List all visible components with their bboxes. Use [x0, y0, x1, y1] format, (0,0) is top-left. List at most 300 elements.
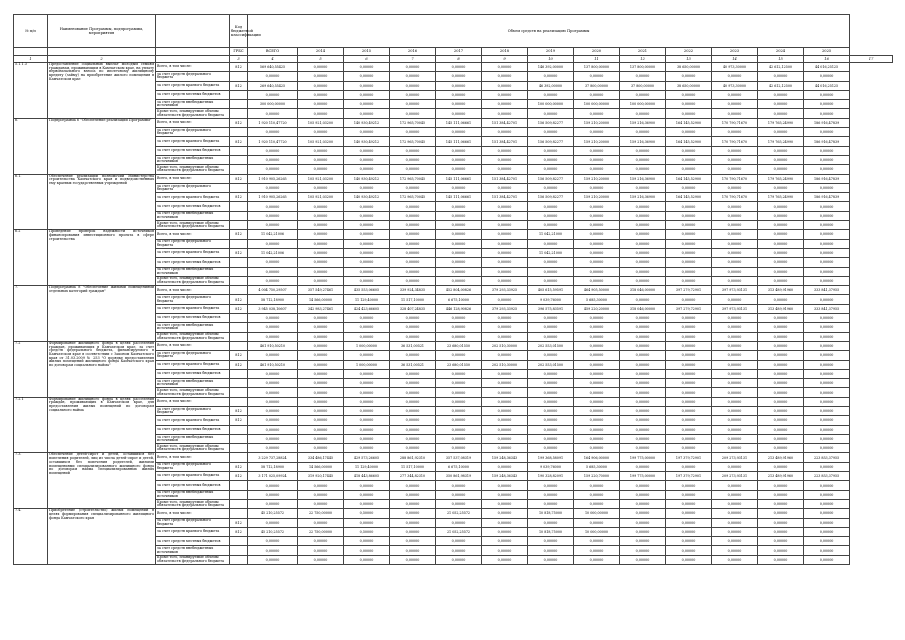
- header-blank: [14, 48, 48, 56]
- amount-cell: 0,00000: [482, 537, 528, 546]
- amount-cell: 0,00000: [528, 490, 574, 499]
- amount-cell: 0,00000: [666, 230, 712, 239]
- amount-cell: 0,00000: [666, 72, 712, 81]
- amount-cell: 0,00000: [390, 109, 436, 118]
- grbs-code: [230, 490, 248, 499]
- funding-source: за счет средств внебюджетных источников: [156, 379, 230, 388]
- amount-cell: 151 384,42701: [482, 193, 528, 202]
- amount-cell: 461 910,50210: [248, 360, 298, 369]
- amount-cell: 0,00000: [574, 90, 620, 99]
- amount-cell: 0,00000: [758, 499, 804, 508]
- amount-cell: 0,00000: [528, 323, 574, 332]
- amount-cell: 0,00000: [758, 341, 804, 350]
- amount-cell: 0,50000: [344, 509, 390, 518]
- amount-cell: 0,00000: [436, 81, 482, 90]
- amount-cell: 0,00000: [248, 444, 298, 453]
- header-grbs: ГРБС: [230, 48, 248, 56]
- amount-cell: 4 004 750,29507: [248, 286, 298, 295]
- funding-source: за счет средств федерального бюджета: [156, 72, 230, 81]
- header-index: 7: [390, 56, 436, 63]
- amount-cell: 0,00000: [390, 81, 436, 90]
- amount-cell: 42 612,12500: [758, 63, 804, 72]
- amount-cell: 105 921,03200: [298, 137, 344, 146]
- amount-cell: 0,00000: [390, 537, 436, 546]
- amount-cell: 0,00000: [758, 490, 804, 499]
- grbs-code: [230, 211, 248, 220]
- header-name: Наименование Программы, подпрограммы, мероприятия: [48, 15, 156, 48]
- amount-cell: 0,00000: [620, 369, 666, 378]
- amount-cell: 0,00000: [804, 128, 850, 137]
- table-row: [14, 286, 893, 295]
- grbs-code: [230, 90, 248, 99]
- header-index: 15: [758, 56, 804, 63]
- amount-cell: 0,00000: [804, 230, 850, 239]
- amount-cell: 333 841,37955: [804, 286, 850, 295]
- amount-cell: 0,00000: [758, 527, 804, 536]
- amount-cell: 0,00000: [804, 406, 850, 415]
- amount-cell: 0,00000: [482, 406, 528, 415]
- amount-cell: 0,00000: [436, 100, 482, 109]
- header-year: 2014: [298, 48, 344, 56]
- amount-cell: 0,00000: [248, 267, 298, 276]
- amount-cell: 170 790,71670: [712, 193, 758, 202]
- amount-cell: 137 800,00000: [574, 63, 620, 72]
- grbs-code: [230, 183, 248, 192]
- grbs-code: [230, 434, 248, 443]
- funding-source: Кроме того, планируемые объемы обязательств федерального бюджета: [156, 165, 230, 174]
- amount-cell: 0,00000: [712, 555, 758, 564]
- table-row: [14, 453, 893, 462]
- amount-cell: 0,00000: [758, 397, 804, 406]
- grbs-code: [230, 425, 248, 434]
- amount-cell: 164 145,52900: [666, 174, 712, 183]
- grbs-code: [230, 239, 248, 248]
- funding-source: за счет средств краевого бюджета: [156, 360, 230, 369]
- amount-cell: 0,00000: [528, 72, 574, 81]
- amount-cell: 179 765,24990: [758, 193, 804, 202]
- amount-cell: 0,00000: [344, 146, 390, 155]
- table-body: [14, 15, 893, 565]
- amount-cell: 0,00000: [758, 462, 804, 471]
- amount-cell: 0,00000: [712, 537, 758, 546]
- funding-source: за счет средств краевого бюджета: [156, 527, 230, 536]
- amount-cell: 0,00000: [758, 351, 804, 360]
- header-year: 2022: [666, 48, 712, 56]
- amount-cell: 0,00000: [758, 546, 804, 555]
- amount-cell: 0,00000: [482, 81, 528, 90]
- amount-cell: 10 818,75000: [528, 527, 574, 536]
- amount-cell: 0,00000: [804, 462, 850, 471]
- amount-cell: 0,00000: [712, 314, 758, 323]
- amount-cell: 0,00000: [298, 202, 344, 211]
- amount-cell: 0,00000: [666, 555, 712, 564]
- amount-cell: 0,00000: [574, 397, 620, 406]
- amount-cell: 100 000,00000: [620, 100, 666, 109]
- amount-cell: 0,00000: [298, 416, 344, 425]
- measure-name: Формирование жилищного фонда в целях расселения граждан, проживающих в Камчатском крае, для предоставления жилых помещений по договорам социального найма: [48, 397, 156, 453]
- grbs-code: [230, 165, 248, 174]
- amount-cell: 0,00000: [528, 202, 574, 211]
- amount-cell: 0,00000: [390, 444, 436, 453]
- amount-cell: 0,00000: [804, 239, 850, 248]
- amount-cell: 10 000,00000: [574, 527, 620, 536]
- amount-cell: 170 790,71670: [712, 174, 758, 183]
- amount-cell: 105 921,03200: [298, 118, 344, 127]
- amount-cell: 0,00000: [620, 406, 666, 415]
- amount-cell: 0,00000: [436, 276, 482, 285]
- amount-cell: 0,00000: [436, 546, 482, 555]
- amount-cell: 0,00000: [620, 360, 666, 369]
- amount-cell: 0,00000: [804, 351, 850, 360]
- amount-cell: 0,00000: [482, 155, 528, 164]
- amount-cell: 156 509,82277: [528, 118, 574, 127]
- amount-cell: 0,00000: [436, 165, 482, 174]
- amount-cell: 0,00000: [758, 221, 804, 230]
- grbs-code: [230, 72, 248, 81]
- amount-cell: 0,00000: [620, 518, 666, 527]
- amount-cell: 0,00000: [298, 230, 344, 239]
- funding-source: за счет средств краевого бюджета: [156, 137, 230, 146]
- amount-cell: 0,00000: [528, 221, 574, 230]
- amount-cell: 0,00000: [248, 202, 298, 211]
- amount-cell: 0,00000: [482, 490, 528, 499]
- funding-source: Всего, в том числе:: [156, 118, 230, 127]
- amount-cell: 0,00000: [666, 388, 712, 397]
- amount-cell: 1 910 905,26265: [248, 174, 298, 183]
- amount-cell: 145 111,06661: [436, 118, 482, 127]
- amount-cell: 0,00000: [620, 341, 666, 350]
- amount-cell: 0,00000: [666, 258, 712, 267]
- amount-cell: 0,00000: [482, 100, 528, 109]
- amount-cell: 22 750,00000: [298, 509, 344, 518]
- amount-cell: 0,00000: [804, 221, 850, 230]
- amount-cell: 0,00000: [298, 183, 344, 192]
- grbs-code: [230, 546, 248, 555]
- header-index: 11: [574, 56, 620, 63]
- amount-cell: 0,00000: [712, 183, 758, 192]
- measure-name: Приобретение (строительство) жилых помещений в целях формирования специализированного жилищного фонда Камчатского края: [48, 509, 156, 565]
- amount-cell: 0,00000: [804, 527, 850, 536]
- amount-cell: 0,00000: [712, 239, 758, 248]
- amount-cell: 209 273,93131: [712, 472, 758, 481]
- amount-cell: 0,00000: [712, 406, 758, 415]
- amount-cell: 0,00000: [758, 211, 804, 220]
- amount-cell: 0,00000: [482, 221, 528, 230]
- amount-cell: 0,00000: [666, 128, 712, 137]
- amount-cell: 0,00000: [758, 90, 804, 99]
- amount-cell: 0,00000: [666, 155, 712, 164]
- amount-cell: 0,00000: [436, 258, 482, 267]
- amount-cell: 0,00000: [436, 332, 482, 341]
- amount-cell: 159 216,36900: [620, 193, 666, 202]
- amount-cell: 0,00000: [482, 481, 528, 490]
- amount-cell: 313 489,91960: [758, 304, 804, 313]
- grbs-code: [230, 202, 248, 211]
- amount-cell: 164 906,00000: [574, 453, 620, 462]
- header-year: 2017: [436, 48, 482, 56]
- amount-cell: 159 210,20000: [574, 118, 620, 127]
- funding-source: за счет средств краевого бюджета: [156, 472, 230, 481]
- amount-cell: 0,00000: [528, 258, 574, 267]
- amount-cell: 0,00000: [248, 481, 298, 490]
- amount-cell: 0,00000: [758, 155, 804, 164]
- amount-cell: 0,00000: [298, 211, 344, 220]
- funding-source: Кроме того, планируемые объемы обязательств федерального бюджета: [156, 388, 230, 397]
- amount-cell: 0,00000: [528, 425, 574, 434]
- amount-cell: 186 916,47839: [804, 137, 850, 146]
- amount-cell: 0,00000: [528, 211, 574, 220]
- table-row: [14, 397, 893, 406]
- amount-cell: 0,00000: [298, 239, 344, 248]
- amount-cell: 0,00000: [482, 434, 528, 443]
- grbs-code: [230, 221, 248, 230]
- amount-cell: 0,00000: [298, 555, 344, 564]
- amount-cell: 0,00000: [620, 248, 666, 257]
- amount-cell: 0,00000: [758, 128, 804, 137]
- grbs-code: 812: [230, 527, 248, 536]
- funding-source: за счет средств федерального бюджета: [156, 295, 230, 304]
- amount-cell: 0,00000: [758, 202, 804, 211]
- amount-cell: 0,00000: [712, 155, 758, 164]
- grbs-code: [230, 332, 248, 341]
- amount-cell: 0,00000: [620, 388, 666, 397]
- amount-cell: 0,00000: [712, 72, 758, 81]
- amount-cell: 0,00000: [390, 183, 436, 192]
- header-year: 2016: [390, 48, 436, 56]
- table-row: [14, 118, 893, 127]
- amount-cell: 0,00000: [528, 332, 574, 341]
- amount-cell: 0,00000: [804, 379, 850, 388]
- amount-cell: 0,00000: [804, 90, 850, 99]
- amount-cell: 328 407,24835: [390, 304, 436, 313]
- amount-cell: 0,00000: [574, 72, 620, 81]
- amount-cell: 0,00000: [298, 537, 344, 546]
- amount-cell: 0,00000: [666, 100, 712, 109]
- funding-source: за счет средств местных бюджетов: [156, 202, 230, 211]
- amount-cell: 0,00000: [248, 146, 298, 155]
- amount-cell: 6 675,10000: [436, 462, 482, 471]
- amount-cell: 0,00000: [482, 546, 528, 555]
- amount-cell: 0,00000: [666, 406, 712, 415]
- funding-source: за счет средств федерального бюджета: [156, 183, 230, 192]
- amount-cell: 0,00000: [620, 509, 666, 518]
- funding-source: за счет средств внебюджетных источников: [156, 267, 230, 276]
- amount-cell: 429 573,26605: [344, 453, 390, 462]
- amount-cell: 334 486,17445: [298, 453, 344, 462]
- amount-cell: 0,00000: [666, 379, 712, 388]
- amount-cell: 0,00000: [248, 555, 298, 564]
- amount-cell: 0,00000: [248, 379, 298, 388]
- funding-source: Всего, в том числе:: [156, 63, 230, 72]
- amount-cell: 0,00000: [482, 323, 528, 332]
- amount-cell: 0,00000: [574, 481, 620, 490]
- amount-cell: 0,00000: [666, 416, 712, 425]
- amount-cell: 0,00000: [528, 499, 574, 508]
- amount-cell: 0,00000: [620, 546, 666, 555]
- amount-cell: 0,00000: [482, 416, 528, 425]
- amount-cell: 0,00000: [482, 109, 528, 118]
- funding-source: Кроме того, планируемые объемы обязательств федерального бюджета: [156, 499, 230, 508]
- amount-cell: 0,00000: [620, 211, 666, 220]
- amount-cell: 0,00000: [482, 183, 528, 192]
- amount-cell: 172 965,70045: [390, 193, 436, 202]
- row-number: 6.1.: [14, 174, 48, 230]
- row-number: 7.2: [14, 341, 48, 397]
- amount-cell: 0,00000: [528, 90, 574, 99]
- amount-cell: 464 905,50000: [574, 286, 620, 295]
- amount-cell: 0,00000: [436, 211, 482, 220]
- grbs-code: [230, 379, 248, 388]
- amount-cell: 0,00000: [344, 267, 390, 276]
- funding-source: Кроме того, планируемые объемы обязательств федерального бюджета: [156, 332, 230, 341]
- amount-cell: 0,00000: [390, 434, 436, 443]
- header-subrow: [14, 48, 893, 56]
- amount-cell: 0,00000: [344, 444, 390, 453]
- amount-cell: 156 509,82277: [528, 137, 574, 146]
- funding-source: за счет средств краевого бюджета: [156, 416, 230, 425]
- amount-cell: 0,00000: [620, 295, 666, 304]
- amount-cell: 213 489,91960: [758, 453, 804, 462]
- amount-cell: 0,00000: [528, 416, 574, 425]
- amount-cell: 0,00000: [298, 90, 344, 99]
- funding-source: Всего, в том числе:: [156, 453, 230, 462]
- amount-cell: 0,00000: [344, 239, 390, 248]
- amount-cell: 0,00000: [298, 165, 344, 174]
- amount-cell: 0,00000: [482, 388, 528, 397]
- amount-cell: 0,00000: [344, 90, 390, 99]
- header-index: 1: [14, 56, 48, 63]
- amount-cell: 11 129,40000: [344, 295, 390, 304]
- amount-cell: 0,00000: [666, 239, 712, 248]
- amount-cell: 0,00000: [758, 509, 804, 518]
- amount-cell: 159 216,36900: [620, 174, 666, 183]
- amount-cell: 0,00000: [620, 239, 666, 248]
- amount-cell: 186 916,47839: [804, 193, 850, 202]
- header-index: 5: [298, 56, 344, 63]
- amount-cell: 0,00000: [344, 490, 390, 499]
- amount-cell: 223 853,37955: [804, 472, 850, 481]
- amount-cell: 0,00000: [620, 555, 666, 564]
- amount-cell: 0,00000: [574, 490, 620, 499]
- amount-cell: 0,00000: [620, 434, 666, 443]
- amount-cell: 0,00000: [248, 155, 298, 164]
- grbs-code: [230, 314, 248, 323]
- amount-cell: 0,00000: [528, 109, 574, 118]
- amount-cell: 0,00000: [574, 555, 620, 564]
- amount-cell: 0,00000: [666, 248, 712, 257]
- table-row: [14, 174, 893, 183]
- amount-cell: 0,00000: [666, 314, 712, 323]
- amount-cell: 0,00000: [436, 537, 482, 546]
- amount-cell: 0,00000: [712, 351, 758, 360]
- amount-cell: 164 145,52900: [666, 137, 712, 146]
- grbs-code: [230, 388, 248, 397]
- amount-cell: 0,00000: [666, 202, 712, 211]
- funding-source: Всего, в том числе:: [156, 174, 230, 183]
- amount-cell: 0,00000: [574, 360, 620, 369]
- funding-source: за счет средств внебюджетных источников: [156, 490, 230, 499]
- funding-source: за счет средств внебюджетных источников: [156, 155, 230, 164]
- grbs-code: 812: [230, 137, 248, 146]
- amount-cell: 170 790,71670: [712, 137, 758, 146]
- grbs-code: 812: [230, 193, 248, 202]
- amount-cell: 140 930,49212: [344, 118, 390, 127]
- amount-cell: 0,00000: [298, 425, 344, 434]
- amount-cell: 333 841,37955: [804, 304, 850, 313]
- funding-source: Всего, в том числе:: [156, 397, 230, 406]
- amount-cell: 0,00000: [758, 72, 804, 81]
- amount-cell: 397 279,72901: [666, 286, 712, 295]
- amount-cell: 0,00000: [666, 546, 712, 555]
- funding-source: за счет средств федерального бюджета: [156, 239, 230, 248]
- amount-cell: 0,00000: [482, 258, 528, 267]
- amount-cell: 0,00000: [344, 276, 390, 285]
- amount-cell: 0,00000: [712, 444, 758, 453]
- amount-cell: 0,00000: [666, 369, 712, 378]
- amount-cell: 0,00000: [298, 546, 344, 555]
- amount-cell: 0,00000: [804, 397, 850, 406]
- grbs-code: 812: [230, 295, 248, 304]
- amount-cell: 0,00000: [528, 481, 574, 490]
- amount-cell: 0,00000: [666, 527, 712, 536]
- amount-cell: 0,00000: [344, 109, 390, 118]
- amount-cell: 0,00000: [528, 267, 574, 276]
- header-year: 2018: [482, 48, 528, 56]
- amount-cell: 0,00000: [298, 100, 344, 109]
- row-number: 7.3.: [14, 453, 48, 509]
- amount-cell: 0,00000: [482, 248, 528, 257]
- amount-cell: 0,00000: [248, 221, 298, 230]
- amount-cell: 288 861,92310: [390, 453, 436, 462]
- amount-cell: 0,00000: [574, 332, 620, 341]
- amount-cell: 0,00000: [804, 425, 850, 434]
- amount-cell: 0,00000: [436, 444, 482, 453]
- amount-cell: 0,00000: [436, 406, 482, 415]
- amount-cell: 0,00000: [436, 555, 482, 564]
- amount-cell: 0,00000: [758, 555, 804, 564]
- table-row: [14, 341, 893, 350]
- amount-cell: 0,00000: [620, 276, 666, 285]
- header-year: 2020: [574, 48, 620, 56]
- amount-cell: 0,00000: [804, 267, 850, 276]
- amount-cell: 0,00000: [528, 351, 574, 360]
- amount-cell: 14 566,00000: [298, 295, 344, 304]
- amount-cell: 58 712,18900: [248, 295, 298, 304]
- amount-cell: 0,00000: [390, 72, 436, 81]
- amount-cell: 0,00000: [248, 537, 298, 546]
- amount-cell: 11 042,21006: [248, 230, 298, 239]
- amount-cell: 0,00000: [298, 332, 344, 341]
- amount-cell: 0,00000: [482, 63, 528, 72]
- amount-cell: 9 039,76000: [528, 295, 574, 304]
- amount-cell: 0,00000: [298, 481, 344, 490]
- amount-cell: 179 765,24990: [758, 118, 804, 127]
- amount-cell: 0,00000: [248, 332, 298, 341]
- amount-cell: 396 575,83591: [528, 304, 574, 313]
- amount-cell: 0,00000: [298, 360, 344, 369]
- amount-cell: 0,00000: [344, 434, 390, 443]
- funding-source: за счет средств местных бюджетов: [156, 146, 230, 155]
- amount-cell: 0,00000: [804, 211, 850, 220]
- amount-cell: 0,00000: [758, 481, 804, 490]
- amount-cell: 569 640,55425: [248, 63, 298, 72]
- amount-cell: 3 945 038,10607: [248, 304, 298, 313]
- amount-cell: 159 210,20000: [574, 193, 620, 202]
- amount-cell: 202 553,01500: [528, 341, 574, 350]
- amount-cell: 186 916,47839: [804, 174, 850, 183]
- amount-cell: 0,00000: [390, 221, 436, 230]
- amount-cell: 5 685,30000: [574, 462, 620, 471]
